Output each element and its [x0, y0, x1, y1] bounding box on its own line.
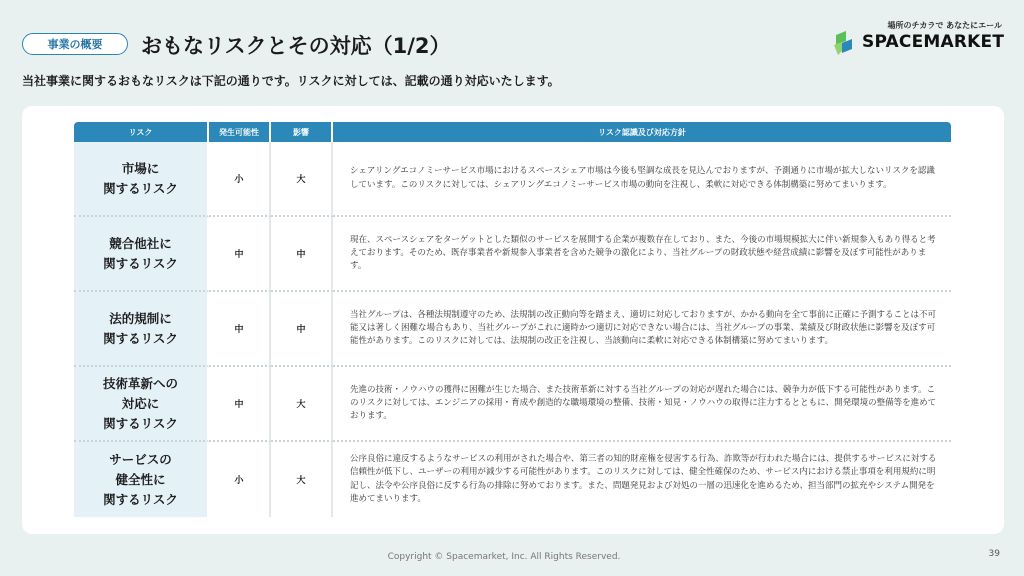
page-subtitle: 当社事業に関するおもなリスクは下記の通りです。リスクに対しては、記載の通り対応いたします。: [22, 74, 560, 88]
risk-panel: [22, 106, 1004, 534]
page-number: 39: [988, 549, 1000, 559]
copyright-footer: Copyright © Spacemarket, Inc. All Rights Reserved.: [387, 552, 621, 562]
header-impact: 影響: [271, 122, 333, 142]
risk-name-line: 対応に: [121, 395, 160, 411]
risk-likelihood: 小: [209, 142, 271, 217]
risk-impact: 大: [271, 142, 333, 217]
risk-name-line: 関するリスク: [103, 255, 178, 271]
risk-name: [74, 142, 209, 217]
risk-name-line: 法的規制に: [109, 310, 172, 326]
risk-name: [74, 367, 209, 442]
logo-wordmark: SPACEMARKET: [862, 32, 1005, 52]
risk-name-line: 競合他社に: [109, 235, 172, 251]
risk-name: [74, 217, 209, 292]
risk-name-line: 関するリスク: [103, 180, 178, 196]
company-logo: [832, 20, 1008, 60]
table-row: [74, 217, 951, 292]
logo-mark-icon: [832, 29, 858, 57]
risk-name-line: サービスの: [109, 451, 172, 467]
risk-impact: 大: [271, 367, 333, 442]
header-risk: リスク: [74, 122, 209, 142]
risk-name-line: 関するリスク: [103, 491, 178, 507]
risk-likelihood: 中: [209, 367, 271, 442]
section-tag: 事業の概要: [22, 33, 128, 55]
risk-name-line: 市場に: [121, 160, 160, 176]
header-likelihood: 発生可能性: [209, 122, 271, 142]
risk-description: 当社グループは、各種法規制遵守のため、法規制の改正動向等を踏まえ、適切に対応しておりますが、かかる動向を全て事前に正確に予測することは不可能又は著しく困難な場合もあり、当社グループがこれに適時かつ適切に対応できない場合には、当社グループの事業、業績及び財政状態に影響を及ぼす可能性があります。このリスクに対しては、法規制の改正を注視し、当該動向に柔軟に対応できる体制構築に努めてまいります。: [333, 292, 951, 367]
risk-likelihood: 中: [209, 292, 271, 367]
table-row: [74, 367, 951, 442]
risk-name: [74, 292, 209, 367]
risk-likelihood: 小: [209, 442, 271, 517]
risk-name: [74, 442, 209, 517]
risk-description: 先進の技術・ノウハウの獲得に困難が生じた場合、また技術革新に対する当社グループの対応が遅れた場合には、競争力が低下する可能性があります。このリスクに対しては、エンジニアの採用・育成や創造的な職場環境の整備、技術・知見・ノウハウの取得に注力するとともに、開発環境の整備等を進めております。: [333, 367, 951, 442]
page-title: おもなリスクとその対応（1/2）: [141, 34, 451, 58]
risk-description: 公序良俗に違反するようなサービスの利用がされた場合や、第三者の知的財産権を侵害する行為、詐欺等が行われた場合には、提供するサービスに対する信頼性が低下し、ユーザーの利用が減少する可能性があります。このリスクに対しては、健全性確保のため、サービス内における禁止事項を利用規約に明記し、法令や公序良俗に反する行為の排除に努めております。また、問題発見および対処の一層の迅速化を進めるため、担当部門の拡充やシステム開発を進めてまいります。: [350, 454, 937, 504]
risk-name-line: 関するリスク: [103, 415, 178, 431]
table-row: [74, 292, 951, 367]
table-row: [74, 142, 951, 217]
risk-description: シェアリングエコノミーサービス市場におけるスペースシェア市場は今後も堅調な成長を見込んでおりますが、予測通りに市場が拡大しないリスクを認識しています。このリスクに対しては、シェアリングエコノミーサービス市場の動向を注視し、柔軟に対応できる体制構築に努めてまいります。: [333, 142, 951, 217]
risk-name-line: 関するリスク: [103, 330, 178, 346]
risk-impact: 中: [271, 292, 333, 367]
risk-impact: 大: [271, 442, 333, 517]
risk-name-line: 健全性に: [115, 471, 166, 487]
risk-impact: 中: [271, 217, 333, 292]
table-row: [74, 442, 951, 517]
risk-name-line: 技術革新への: [102, 375, 178, 391]
header-policy: リスク認識及び対応方針: [333, 122, 951, 142]
logo-tagline: 場所のチカラで あなたにエール: [887, 21, 1002, 30]
risk-description: 現在、スペースシェアをターゲットとした類似のサービスを展開する企業が複数存在しており、また、今後の市場規模拡大に伴い新規参入もあり得ると考えております。そのため、既存事業者や新規参入事業者を含めた競争の激化により、当社グループの財政状態や経営成績に影響を及ぼす可能性があります。: [333, 217, 951, 292]
table-header-row: [74, 122, 951, 142]
risk-table: [74, 122, 951, 517]
risk-likelihood: 中: [209, 217, 271, 292]
